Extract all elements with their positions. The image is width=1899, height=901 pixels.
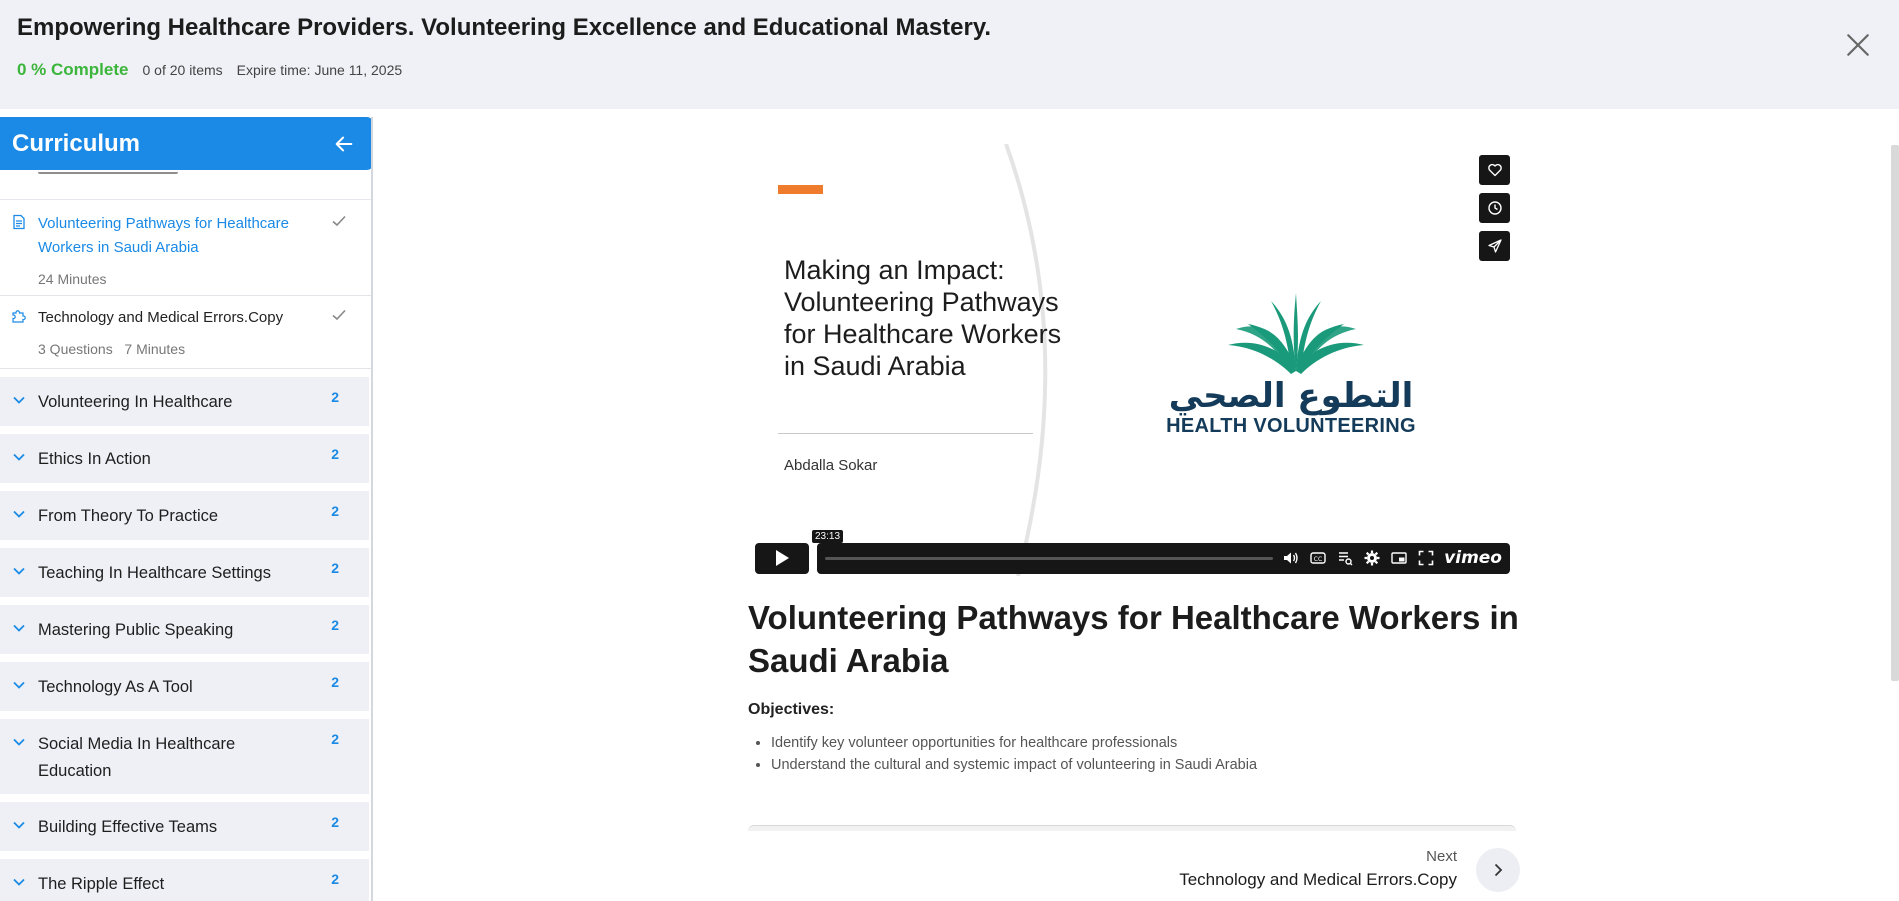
svg-text:CC: CC (1313, 556, 1323, 563)
clipped-list-item (0, 170, 371, 200)
watch-later-button[interactable] (1479, 193, 1510, 223)
logo-english-text: HEALTH VOLUNTEERING (1166, 415, 1416, 437)
check-icon (331, 213, 347, 229)
curriculum-header (0, 117, 373, 170)
section-volunteering-in-healthcare[interactable] (0, 377, 369, 426)
next-button[interactable] (1476, 848, 1520, 892)
settings-icon[interactable] (1363, 549, 1381, 567)
video-side-actions (1479, 155, 1510, 261)
section-title: Ethics In Action (38, 450, 151, 468)
check-icon (331, 307, 347, 323)
lesson-title: Technology and Medical Errors.Copy (38, 309, 284, 326)
chevron-down-icon (12, 678, 26, 692)
section-count: 2 (331, 389, 339, 405)
objectives-label: Objectives: (748, 701, 835, 718)
share-button[interactable] (1479, 231, 1510, 261)
lesson-meta (38, 341, 185, 357)
section-count: 2 (331, 503, 339, 519)
lesson-minutes: 7 Minutes (124, 341, 186, 357)
chevron-down-icon (12, 507, 26, 521)
slide-author: Abdalla Sokar (784, 457, 878, 474)
lesson-title: Volunteering Pathways for Healthcare Workers in Saudi Arabia (38, 215, 289, 256)
transcript-icon[interactable] (1336, 549, 1354, 567)
video-player[interactable] (748, 144, 1510, 576)
section-social-media[interactable] (0, 719, 369, 794)
section-title: Mastering Public Speaking (38, 621, 234, 639)
play-button[interactable] (755, 543, 809, 574)
course-progress (17, 60, 402, 80)
chevron-down-icon (12, 450, 26, 464)
chevron-down-icon (12, 564, 26, 578)
section-count: 2 (331, 731, 339, 747)
objectives-list (771, 732, 1257, 776)
send-icon (1487, 238, 1503, 254)
next-label: Next (1426, 848, 1457, 865)
objective-item: • Identify key volunteer opportunities for healthcare professionals (771, 732, 1257, 754)
heart-icon (1487, 162, 1503, 178)
clock-icon (1487, 200, 1503, 216)
section-ripple-effect[interactable] (0, 859, 369, 901)
chevron-down-icon (12, 818, 26, 832)
chevron-down-icon (12, 393, 26, 407)
section-count: 2 (331, 560, 339, 576)
lesson-item-technology-errors[interactable] (0, 296, 371, 369)
fullscreen-icon[interactable] (1417, 549, 1435, 567)
section-effective-teams[interactable] (0, 802, 369, 851)
lesson-questions: 3 Questions (38, 341, 113, 357)
section-title: From Theory To Practice (38, 507, 219, 525)
next-lesson-link[interactable]: Technology and Medical Errors.Copy (1179, 870, 1457, 889)
section-title: The Ripple Effect (38, 875, 165, 893)
volume-icon[interactable] (1282, 549, 1300, 567)
section-title: Building Effective Teams (38, 818, 218, 836)
vimeo-logo[interactable]: vimeo (1444, 548, 1502, 568)
lesson-item-volunteering-pathways[interactable] (0, 200, 371, 296)
section-teaching-in-healthcare[interactable] (0, 548, 369, 597)
chevron-right-icon (1490, 862, 1506, 878)
objective-item: • Understand the cultural and systemic impact of volunteering in Saudi Arabia (771, 754, 1257, 776)
puzzle-icon (11, 308, 27, 324)
section-theory-to-practice[interactable] (0, 491, 369, 540)
document-icon (11, 214, 27, 230)
slide-divider (778, 433, 1033, 434)
section-public-speaking[interactable] (0, 605, 369, 654)
curriculum-sidebar (0, 117, 373, 901)
section-title: Social Media In Healthcare Education (38, 735, 236, 780)
like-button[interactable] (1479, 155, 1510, 185)
chevron-down-icon (12, 621, 26, 635)
close-icon[interactable] (1845, 32, 1871, 58)
play-icon (774, 549, 790, 567)
section-count: 2 (331, 446, 339, 462)
course-title: Empowering Healthcare Providers. Volunteering Excellence and Educational Mastery. (17, 14, 992, 41)
section-title: Teaching In Healthcare Settings (38, 564, 271, 582)
control-bar (817, 543, 1510, 574)
video-timecode: 23:13 (812, 530, 843, 543)
progress-track[interactable] (825, 557, 1273, 560)
section-count: 2 (331, 814, 339, 830)
chevron-down-icon (12, 735, 26, 749)
chevron-down-icon (12, 875, 26, 889)
percent-complete: 0 % Complete (17, 60, 129, 79)
section-count: 2 (331, 674, 339, 690)
expire-time: Expire time: June 11, 2025 (236, 62, 403, 78)
pip-icon[interactable] (1390, 549, 1408, 567)
section-title: Volunteering In Healthcare (38, 393, 233, 411)
page-scrollbar[interactable] (1891, 145, 1899, 681)
curriculum-title: Curriculum (12, 129, 141, 157)
section-count: 2 (331, 871, 339, 887)
slide-accent-bar (778, 185, 823, 194)
logo-arabic-text: التطوع الصحي (1168, 376, 1414, 416)
section-technology-tool[interactable] (0, 662, 369, 711)
content-divider (748, 825, 1516, 831)
section-ethics-in-action[interactable] (0, 434, 369, 483)
section-title: Technology As A Tool (38, 678, 193, 696)
captions-icon[interactable] (1309, 549, 1327, 567)
items-progress: 0 of 20 items (142, 62, 223, 78)
section-count: 2 (331, 617, 339, 633)
lesson-heading: Volunteering Pathways for Healthcare Workers in Saudi Arabia (748, 599, 1519, 679)
lesson-duration: 24 Minutes (38, 271, 107, 287)
course-header (0, 0, 1899, 109)
slide-title: Making an Impact: Volunteering Pathways for Healthcare Workers in Saudi Arabia (784, 255, 1062, 381)
video-controls (755, 542, 1510, 574)
arrow-left-icon[interactable] (333, 133, 355, 155)
